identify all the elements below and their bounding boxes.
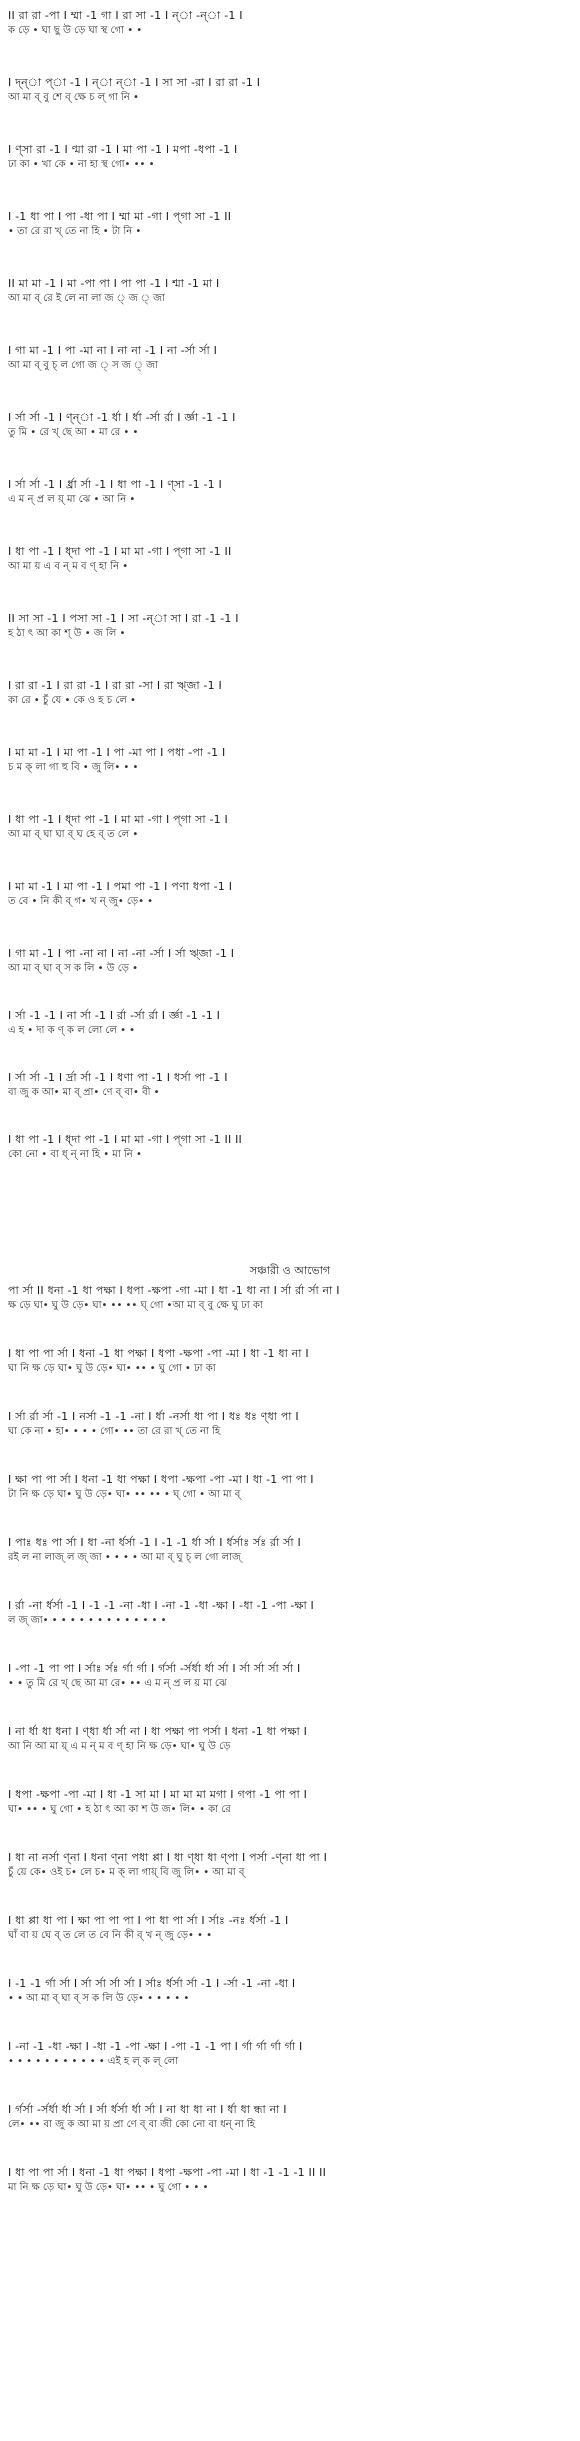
lyric-row: আ মা য় এ ব ন্ ম ব ণ্ হা নি • [8, 561, 129, 572]
swara-row: II সা সা -1 I পসা সা -1 I সা -ন্‌া সা I রা -1 -1 I [8, 612, 239, 625]
lyric-row: আ মা ব্ ঘা ব্ স ক লি • উ ড়ে • [8, 963, 138, 974]
lyric-row: ঢা কা • খা কে • না হা স্থ গো• •• • [8, 159, 155, 170]
lyric-row: তু মি • রে খ্ ছে আ • মা রে • • [8, 427, 139, 438]
notation-line [8, 879, 570, 909]
section-heading: সঞ্চারী ও আভোগ [249, 1264, 331, 1277]
notation-line [8, 75, 570, 105]
swara-row: I ধপা -ক্ষপা -পা -মা I ধা -1 সা মা I মা মা মা মগা I গপা -1 পা পা I [8, 1788, 308, 1801]
notation-line [8, 745, 570, 775]
swara-row: I ধা পা পা র্সা I ধনা -1 ধা পক্ষা I ধপা -ক্ষপা -পা -মা I ধা -1 -1 -1 II II [8, 2166, 327, 2179]
swara-row: I ধা পা -1 I ধ্দা পা -1 I মা মা -গা I প্গা সা -1 II [8, 545, 232, 558]
notation-line [8, 2102, 570, 2132]
swara-row: I ধা পা -1 I ধ্দা পা -1 I মা মা -গা I প্গা সা -1 II II [8, 1133, 242, 1146]
notation-line [8, 1787, 570, 1817]
swara-row: I র্সা র্সা -1 I র্ধ্রা র্সা -1 I ধা পা -1 I ণ্সা -1 -1 I [8, 478, 222, 491]
lyric-row: চ ম ক্ লা গা হু বি • জু লি• • • [8, 762, 139, 773]
notation-line [8, 812, 570, 842]
lyric-row: • • তু মি রে খ্ ছে আ মা রে• •• এ ম ন্ প্র ল য় মা ঝে [8, 1678, 227, 1689]
notation-line [8, 611, 570, 641]
lyric-row: ল জ্ জা• • • • • • • • • • • • • • [8, 1615, 167, 1626]
notation-line [8, 276, 570, 306]
lyric-row: ঘা• •• • ঘু গো • হ ঠা ৎ আ কা শ উ জ• লি• • কা রে [8, 1804, 231, 1815]
swara-row: I ণ্সা রা -1 I ণ্মা রা -1 I মা পা -1 I মপা -ধপা -1 I [8, 143, 238, 156]
lyric-row: আ মা ব্ বু শে ব্ ক্ষে চ ল্ গা নি • [8, 92, 139, 103]
swara-row: I গা মা -1 I পা -মা না I না না -1 I না -র্সা র্সা I [8, 344, 218, 357]
swara-row: I র্রা -না র্ধর্সা -1 I -1 -1 -না -ধা I -না -1 -ধা -ক্ষা I -ধা -1 -পা -ক্ষা I [8, 1599, 314, 1612]
swara-row: I পাঃ ধঃ পা র্সা I ধা -না র্ধর্সা -1 I -1 -1 র্ধা র্সা I র্ধর্সাঃ র্সঃ র্রা র্সা I [8, 1536, 301, 1549]
notation-line [8, 1132, 570, 1162]
lyric-row: এ হ • দা ক ণ্ ক ল লো লে • • [8, 1025, 136, 1036]
swara-row: II রা রা -পা I ম্মা -1 গা I রা সা -1 I ন্‌া -ন্‌া -1 I [8, 9, 243, 22]
notation-line [8, 1070, 570, 1100]
notation-line [8, 544, 570, 574]
notation-line [8, 1661, 570, 1691]
lyric-row: এ ম ন্ প্র ল য়্ মা ঝে • আ নি • [8, 494, 136, 505]
lyric-row: হ ঠা ৎ আ কা শ্ উ • জ লি • [8, 628, 126, 639]
lyric-row: ঘা কে না • হা• • • • গো• •• তা রে রা খ্ তে না হি [8, 1426, 221, 1437]
notation-line [8, 2165, 570, 2195]
lyric-row: আ নি আ মা য়্ এ ম ন্ ম ব ণ্ হা নি ক্ষ ড়ে• ঘা• ঘু উ ড়ে [8, 1741, 231, 1752]
swara-row: II মা মা -1 I মা -পা পা I পা পা -1 I শ্মা -1 মা I [8, 277, 220, 290]
lyric-row: ঘাঁ বা য় ঘে ব্ ত লে ত বে নি কী ব্ খ ন্ জু ড়ে• • • [8, 1930, 213, 1941]
swara-row: I র্সা র্সা -1 I ণ্ন্‌া -1 র্ধা I র্ধা -র্সা র্রা I র্জ্ঞা -1 -1 I [8, 411, 236, 424]
notation-line [8, 1850, 570, 1880]
swara-row: I রা রা -1 I রা রা -1 I রা রা -সা I রা ঋ্জা -1 I [8, 679, 222, 692]
notation-line [8, 1976, 570, 2006]
swara-row: I ক্ষা পা পা র্সা I ধনা -1 ধা পক্ষা I ধপা -ক্ষপা -পা -মা I ধা -1 পা পা I [8, 1473, 314, 1486]
notation-line [8, 1913, 570, 1943]
lyric-row: ত বে • নি কী ব্ গ• খ ন্ জু• ড়ে• • [8, 896, 154, 907]
swara-row: I -1 -1 র্গা র্সা I র্সা র্সা র্সা র্সা I র্সাঃ র্ধর্সা র্সা -1 I -র্সা -1 -না -ধা I [8, 1977, 296, 1990]
notation-line [8, 477, 570, 507]
swara-row: I দ্ন্‌া প্‌া -1 I ন্‌া ন্‌া -1 I সা সা -রা I রা রা -1 I [8, 76, 261, 89]
lyric-row: চুঁ য়ে কে• ওই চ• লে চ• ম ক্ লা গায়্ বি জু লি• • আ মা ব্ [8, 1867, 245, 1878]
notation-line [8, 209, 570, 239]
lyric-row: টা নি ক্ষ ড়ে ঘা• ঘু উ ড়ে• ঘা• •• •• • ঘ্ গো • আ মা ব্ [8, 1489, 241, 1500]
notation-line [8, 1472, 570, 1502]
lyric-row: বা জু ক আ• মা ব্ প্রা• ণে ব্ বা• বী • [8, 1087, 160, 1098]
notation-line [8, 8, 570, 38]
swara-row: I ধা পা -1 I ধ্দা পা -1 I মা মা -গা I প্গা সা -1 I [8, 813, 228, 826]
notation-line [8, 1535, 570, 1565]
notation-line [8, 678, 570, 708]
lyric-row: ক ড়ে • ঘা ছু উ ড়ে ঘা স্থ গো • • [8, 25, 143, 36]
lyric-row: রই ল না লাজ্ ল জ্ জা • • • • আ মা ব্ ঘু চ্ ল গো লাজ্ [8, 1552, 241, 1563]
lyric-row: ঘা নি ক্ষ ড়ে ঘা• ঘু উ ড়ে• ঘা• •• • ঘু গো • ঢা কা [8, 1363, 216, 1374]
swara-row: I -না -1 -ধা -ক্ষা I -ধা -1 -পা -ক্ষা I -পা -1 -1 পা I র্গা র্গা র্গা র্গা I [8, 2040, 303, 2053]
notation-line [8, 410, 570, 440]
swara-row: I র্সা র্রা র্সা -1 I নর্সা -1 -1 -না I র্ধা -নর্সা ধা পা I ধঃ ধঃ ণ্ধা পা I [8, 1410, 299, 1423]
notation-line [8, 1409, 570, 1439]
swara-row: I -পা -1 পা পা I র্সাঃ র্সঃ র্গা র্গা I র্গর্সা -র্সর্ধা র্ধা র্সা I র্সা র্সা র্সা র্সা I [8, 1662, 301, 1675]
lyric-row: কা রে • চুঁ যে • কে ও হ চ লে • [8, 695, 136, 706]
swara-row: I ধা প্পা ধা পা I ক্ষা পা পা পা I পা ধা পা র্সা I র্সাঃ -নঃ র্ধর্সা -1 I [8, 1914, 289, 1927]
lyric-row: আ মা ব্ বু চ্ ল গো জ ্ স জ ্ জা [8, 360, 159, 371]
swara-row: I গা মা -1 I পা -না না I না -না -র্সা I র্সা ঋ্জা -1 I [8, 947, 235, 960]
notation-line [8, 1346, 570, 1376]
notation-line [8, 1008, 570, 1038]
lyric-row: • • আ মা ব্ ঘা ব্ স ক লি উ ড়ে• • • • • • [8, 1993, 190, 2004]
swara-row: I র্সা র্সা -1 I র্দ্রা র্সা -1 I ধণা পা -1 I ধর্সা পা -1 I [8, 1071, 228, 1084]
swara-row: I ধা না নর্সা ণ্না I ধনা ণ্না পধা প্পা I ধা ণ্ধা ধা ণ্পা I পর্সা -ণ্না ধা পা I [8, 1851, 328, 1864]
swara-row: I র্গর্সা -র্সর্ধা র্ধা র্সা I র্সা র্ধর্সা র্ধা র্সা I না ধা ধা না I র্ধা ধা ন্ধা না I [8, 2103, 287, 2116]
swara-row: I না র্ধা ধা ধনা I ণ্ধা র্ধা র্সা না I ধা পক্ষা পা পর্সা I ধনা -1 ধা পক্ষা I [8, 1725, 308, 1738]
swara-row: I র্সা -1 -1 I না র্সা -1 I র্রা -র্সা র্রা I র্জ্ঞা -1 -1 I [8, 1009, 221, 1022]
swara-row: I মা মা -1 I মা পা -1 I পমা পা -1 I পণা ধপা -1 I [8, 880, 233, 893]
lyric-row: মা নি ক্ষ ড়ে ঘা• ঘু উ ড়ে• ঘা• •• • ঘু গো • • • [8, 2182, 209, 2193]
notation-line [8, 1283, 570, 1313]
lyric-row: • তা রে রা খ্ তে না হি • টা নি • [8, 226, 142, 237]
swara-row: I মা মা -1 I মা পা -1 I পা -মা পা I পধা -পা -1 I [8, 746, 226, 759]
swara-row: I ধা পা পা র্সা I ধনা -1 ধা পক্ষা I ধপা -ক্ষপা -পা -মা I ধা -1 ধা না I [8, 1347, 309, 1360]
lyric-row: আ মা ব্ ঘা ঘা ব্ ঘ হে ব্ ত লে • [8, 829, 139, 840]
lyric-row: লে• •• বা জু ক আ মা য় প্রা ণে ব্ বা জী কো নো বা ধন্ না হি [8, 2119, 256, 2130]
notation-line [8, 1724, 570, 1754]
notation-line [8, 142, 570, 172]
lyric-row: কো নো • বা ধ্ ন্ না হি • মা নি • [8, 1149, 142, 1160]
lyric-row: আ মা ব্ রে ই লে না লা জ ্ জ ্ জা [8, 293, 165, 304]
notation-line [8, 946, 570, 976]
notation-line [8, 2039, 570, 2069]
swara-row: পা র্সা II ধনা -1 ধা পক্ষা I ধপা -ক্ষপা -গা -মা I ধা -1 ধা না I র্সা র্রা র্সা না I [8, 1284, 340, 1297]
notation-line [8, 1598, 570, 1628]
swara-row: I -1 ধা পা I পা -ধা পা I ম্মা মা -গা I প্গা সা -1 II [8, 210, 232, 223]
lyric-row: ক্ষ ড়ে ঘা• ঘু উ ড়ে• ঘা• •• •• ঘ্ গো •আ মা ব্ বু ক্ষে ঘু ঢা কা [8, 1300, 263, 1311]
notation-line [8, 343, 570, 373]
lyric-row: • • • • • • • • • • • এই হ ল্ ক ল্ লো [8, 2056, 179, 2067]
